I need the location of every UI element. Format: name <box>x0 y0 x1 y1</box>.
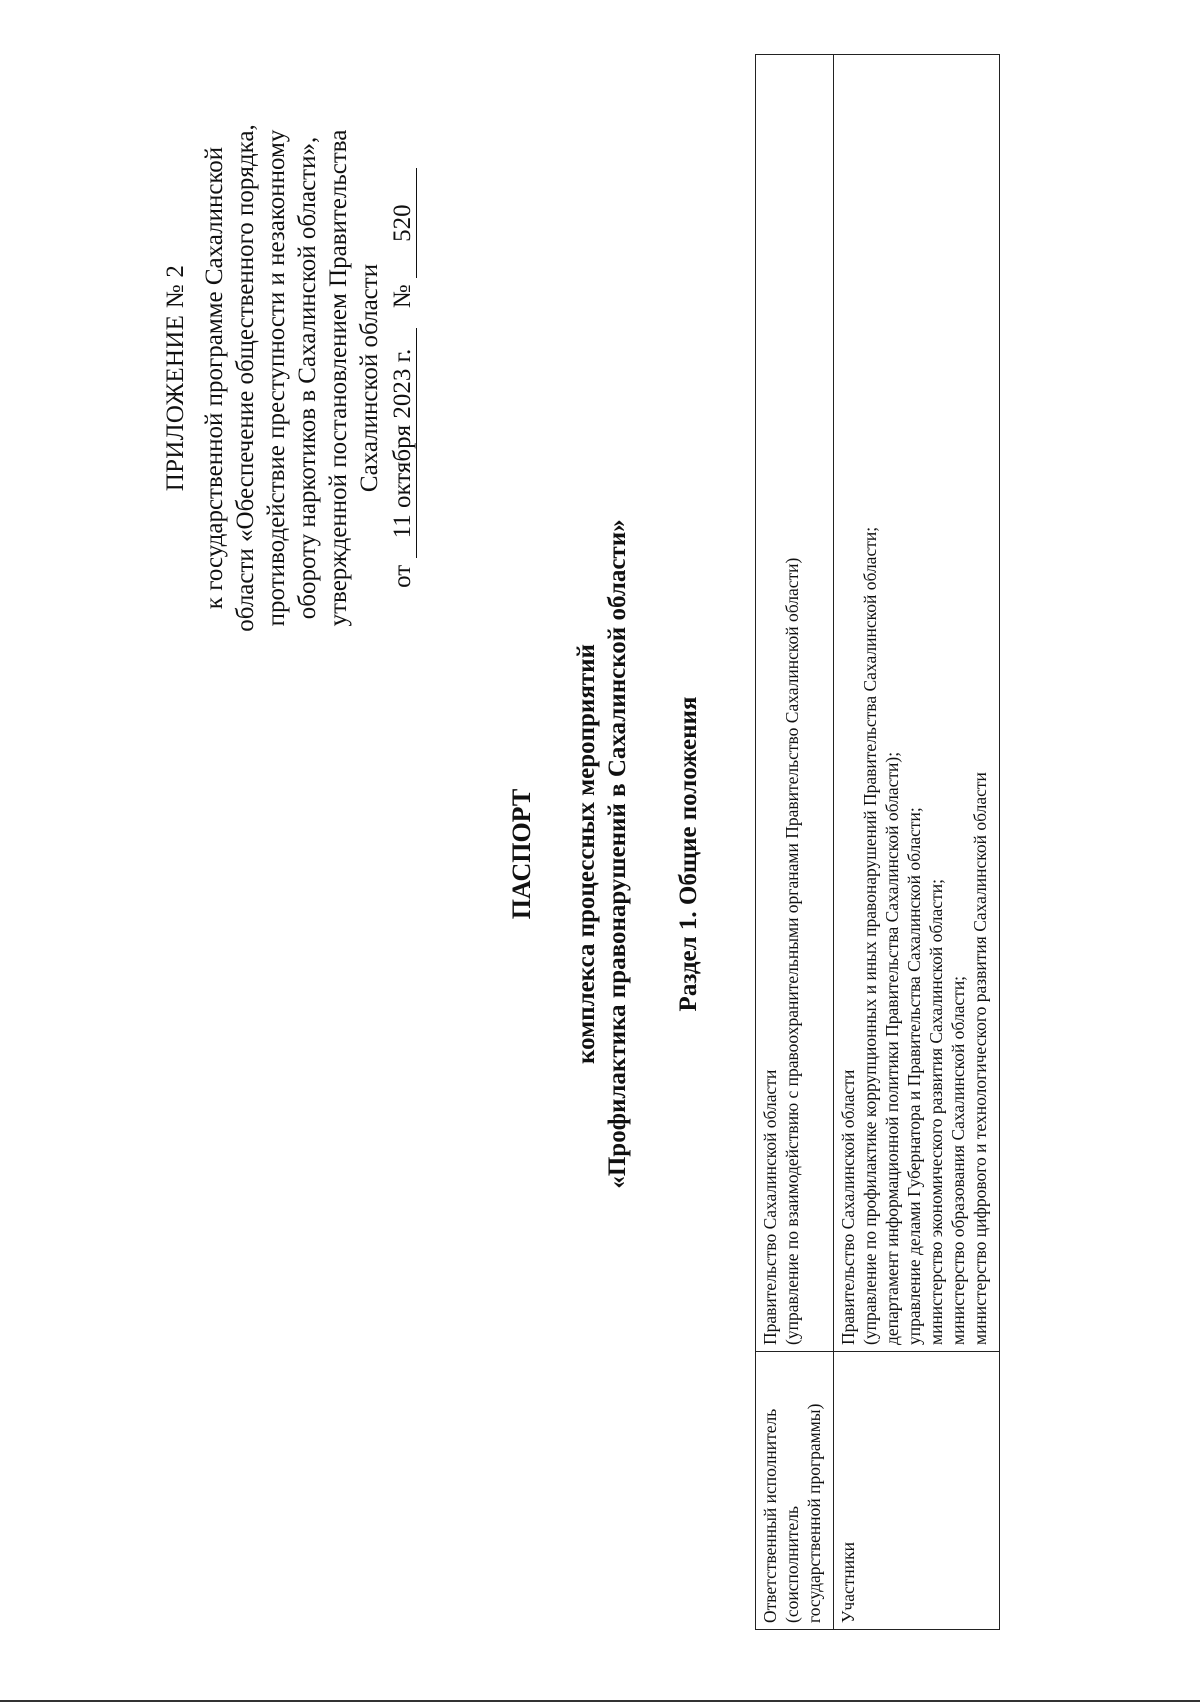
section-title: Раздел 1. Общие положения <box>675 696 702 1012</box>
appendix-line: к государственной программе Сахалинской <box>201 146 228 610</box>
row-value-line: министерство экономического развития Сахалинской области; <box>926 879 946 1345</box>
general-provisions-table <box>755 54 1000 1630</box>
date-prefix: от <box>389 564 416 588</box>
row-value-cell <box>756 55 834 1352</box>
date-value: 11 октября 2023 г. <box>390 329 417 559</box>
row-value-line: Правительство Сахалинской области <box>838 1069 858 1345</box>
row-value-line: министерство цифрового и технологического развития Сахалинской области <box>970 772 990 1345</box>
row-label-line: Ответственный исполнитель <box>760 1408 780 1623</box>
row-label-cell <box>756 1352 834 1630</box>
row-label-line: государственной программы) <box>804 1403 824 1623</box>
row-value-line: министерство образования Сахалинской области; <box>948 975 968 1345</box>
appendix-line: утвержденной постановлением Правительства <box>325 129 352 627</box>
passport-title: ПАСПОРТ <box>507 788 536 920</box>
table-row <box>834 55 1000 1630</box>
passport-subtitle: комплекса процессных мероприятий <box>573 644 600 1064</box>
row-label-line: Участники <box>838 1542 858 1623</box>
appendix-title: ПРИЛОЖЕНИЕ № 2 <box>162 264 189 492</box>
row-value-line: департамент информационной политики Правительства Сахалинской области); <box>882 751 902 1345</box>
appendix-line: Сахалинской области <box>356 263 383 493</box>
appendix-line: противодействие преступности и незаконному <box>263 129 290 627</box>
appendix-block <box>160 58 418 698</box>
number-value: 520 <box>390 168 417 278</box>
scan-edge-line <box>0 1700 1200 1702</box>
row-value-line: (управление по профилактике коррупционных и иных правонарушений Правительства Сахалинской области; <box>860 526 880 1345</box>
row-label-cell <box>834 1352 1000 1630</box>
row-value-line: Правительство Сахалинской области <box>760 1069 780 1345</box>
row-value-cell <box>834 55 1000 1352</box>
row-value-line: управление делами Губернатора и Правительства Сахалинской области; <box>904 807 924 1345</box>
passport-heading <box>505 0 633 1708</box>
appendix-line: обороту наркотиков в Сахалинской области», <box>294 136 321 620</box>
row-label-line: (соисполнитель <box>782 1506 802 1623</box>
appendix-line: области «Обеспечение общественного порядка, <box>232 124 259 632</box>
row-value-line: (управление по взаимодействию с правоохранительными органами Правительство Сахалинской области) <box>782 557 802 1345</box>
table-row <box>756 55 834 1630</box>
passport-program-name: «Профилактика правонарушений в Сахалинской области» <box>604 519 631 1189</box>
appendix-dateline <box>387 58 418 698</box>
number-sign: № <box>389 284 416 309</box>
